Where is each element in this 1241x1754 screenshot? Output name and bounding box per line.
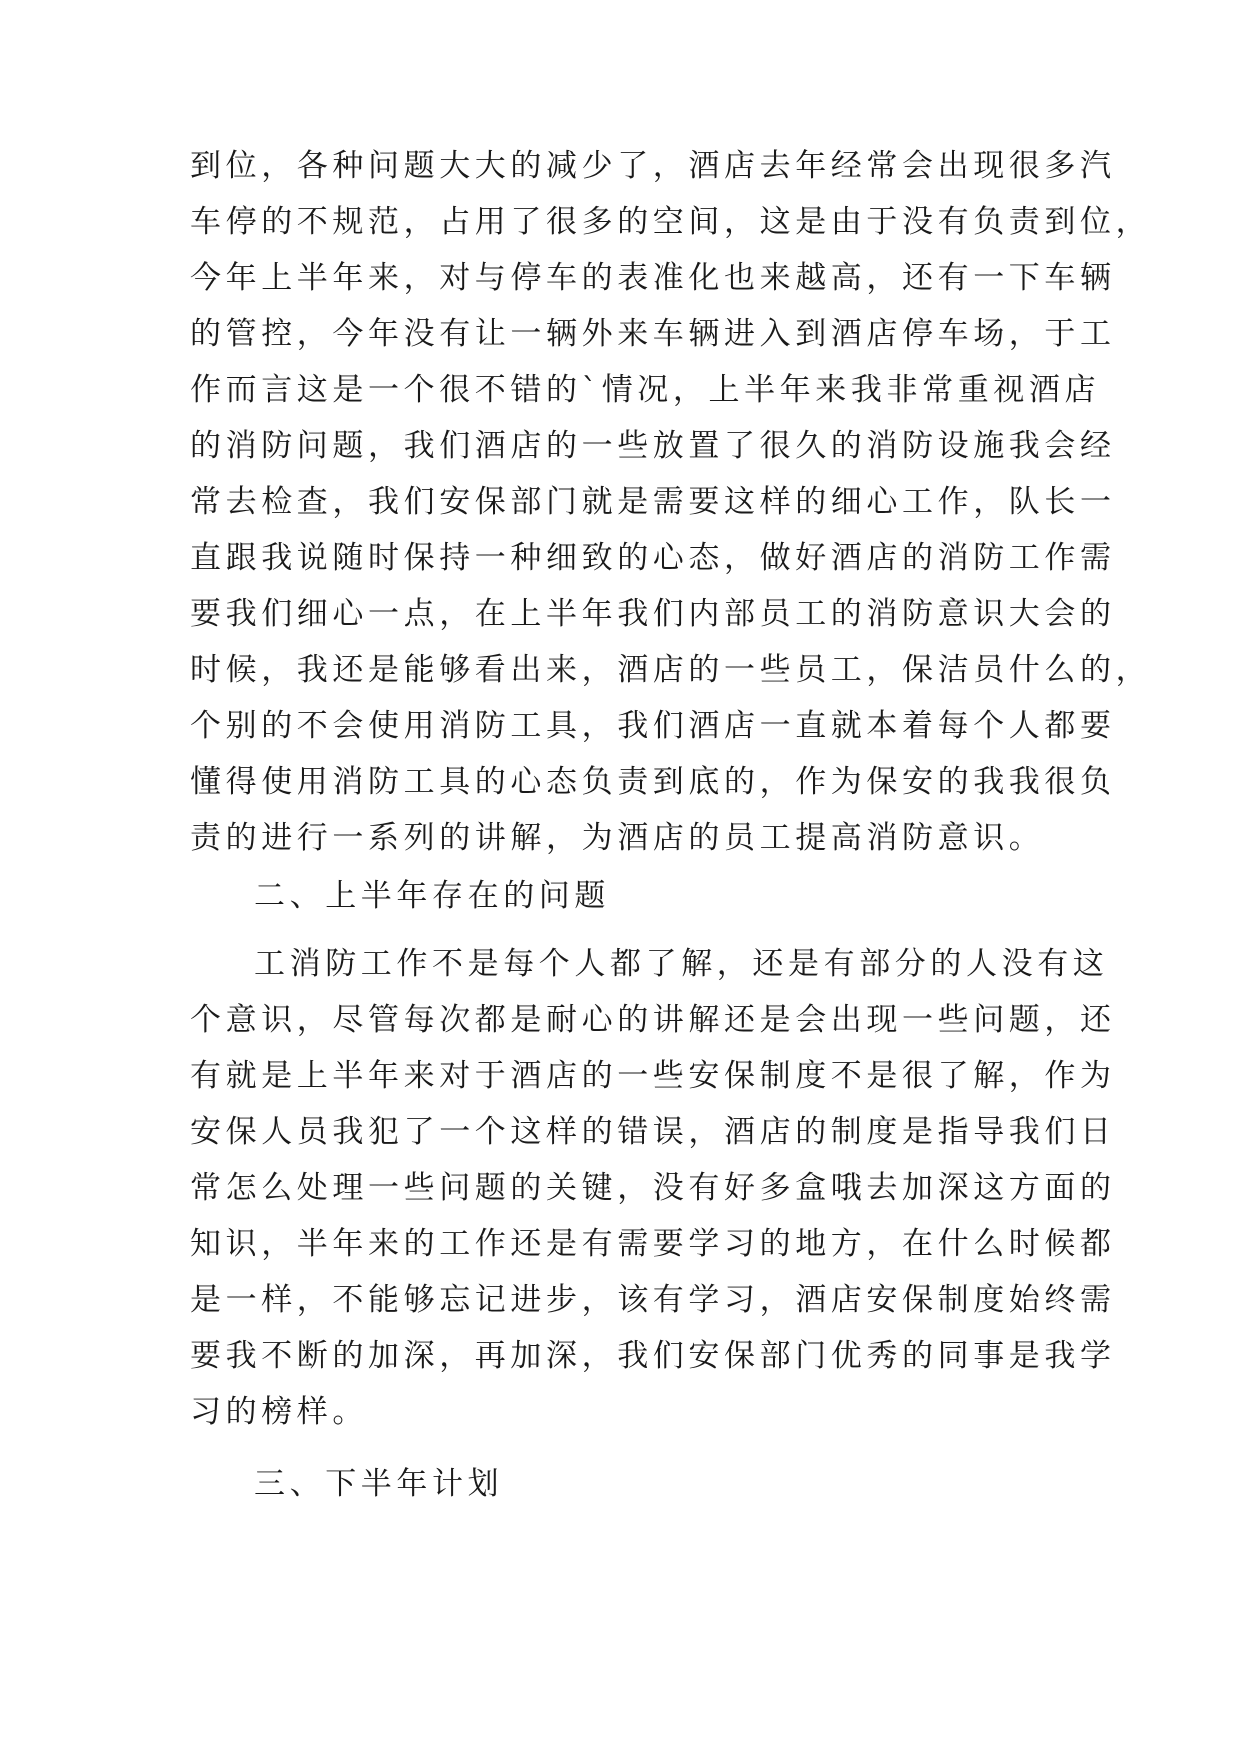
- paragraph-2-line-9: 习的榜样。: [190, 1394, 368, 1430]
- paragraph-1-line-9: 要我们细心一点，在上半年我们内部员工的消防意识大会的: [190, 596, 1116, 632]
- paragraph-1-line-8: 直跟我说随时保持一种细致的心态，做好酒店的消防工作需: [190, 540, 1116, 576]
- section-heading-3: 三、下半年计划: [254, 1466, 504, 1502]
- paragraph-1-line-2: 车停的不规范，占用了很多的空间，这是由于没有负责到位，: [190, 204, 1152, 240]
- section-heading-2: 二、上半年存在的问题: [254, 878, 610, 914]
- paragraph-1-line-10: 时候，我还是能够看出来，酒店的一些员工，保洁员什么的，: [190, 652, 1152, 688]
- paragraph-1-line-7: 常去检查，我们安保部门就是需要这样的细心工作，队长一: [190, 484, 1116, 520]
- paragraph-2-line-4: 安保人员我犯了一个这样的错误，酒店的制度是指导我们日: [190, 1114, 1116, 1150]
- paragraph-1-line-12: 懂得使用消防工具的心态负责到底的，作为保安的我我很负: [190, 764, 1116, 800]
- paragraph-2-line-3: 有就是上半年来对于酒店的一些安保制度不是很了解，作为: [190, 1058, 1116, 1094]
- paragraph-1-line-13: 责的进行一系列的讲解，为酒店的员工提高消防意识。: [190, 820, 1045, 856]
- paragraph-2-line-6: 知识，半年来的工作还是有需要学习的地方，在什么时候都: [190, 1226, 1116, 1262]
- paragraph-2-line-5: 常怎么处理一些问题的关键，没有好多盒哦去加深这方面的: [190, 1170, 1116, 1206]
- paragraph-1-line-5: 作而言这是一个很不错的`情况，上半年来我非常重视酒店: [190, 372, 1101, 408]
- paragraph-1-line-6: 的消防问题，我们酒店的一些放置了很久的消防设施我会经: [190, 428, 1116, 464]
- paragraph-1-line-3: 今年上半年来，对与停车的表准化也来越高，还有一下车辆: [190, 260, 1116, 296]
- paragraph-2-line-7: 是一样，不能够忘记进步，该有学习，酒店安保制度始终需: [190, 1282, 1116, 1318]
- paragraph-2-line-2: 个意识，尽管每次都是耐心的讲解还是会出现一些问题，还: [190, 1002, 1116, 1038]
- paragraph-2-line-1: 工消防工作不是每个人都了解，还是有部分的人没有这: [254, 946, 1109, 982]
- paragraph-1-line-11: 个别的不会使用消防工具，我们酒店一直就本着每个人都要: [190, 708, 1116, 744]
- paragraph-1-line-4: 的管控，今年没有让一辆外来车辆进入到酒店停车场，于工: [190, 316, 1116, 352]
- paragraph-2-line-8: 要我不断的加深，再加深，我们安保部门优秀的同事是我学: [190, 1338, 1116, 1374]
- paragraph-1-line-1: 到位，各种问题大大的减少了，酒店去年经常会出现很多汽: [190, 148, 1116, 184]
